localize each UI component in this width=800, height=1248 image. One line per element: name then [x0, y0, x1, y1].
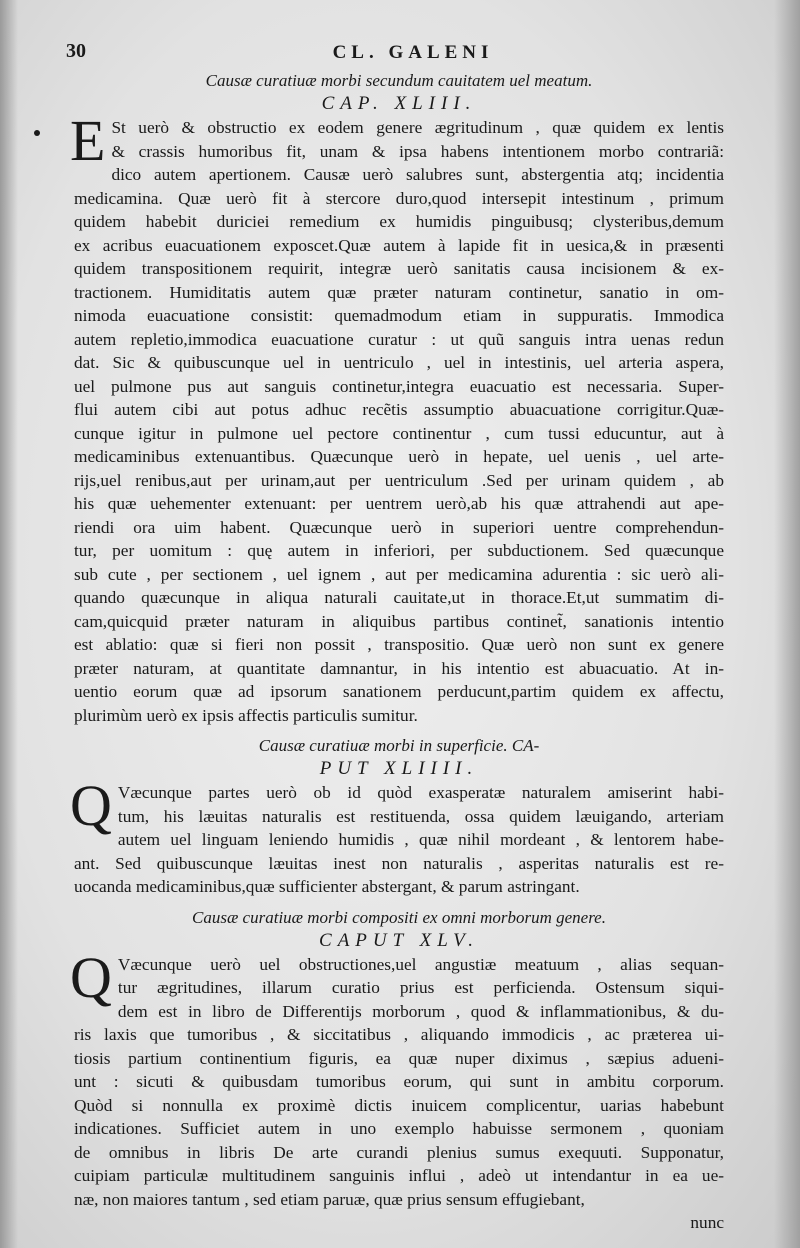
chapter-heading: PUT XLIIII. — [319, 758, 479, 779]
text-line: Væcunque partes uerò ob id quòd exasperatæ naturalem amiserint habi- — [117, 783, 724, 802]
text-line: tractionem. Humiditatis autem quæ præter naturam continetur, sanatio in om- — [74, 282, 724, 302]
running-head: CL. GALENI — [332, 42, 494, 63]
paragraph — [70, 108, 724, 727]
margin-bullet — [34, 130, 40, 136]
page-header — [66, 40, 760, 68]
text-line: medicamina. Quæ uerò fit à stercore duro,quod intersepit intestinum , primum — [74, 188, 724, 208]
text-line: cam,quicquid præter naturam in aliquibus partibus continet̃, sanationis intentio — [74, 611, 724, 631]
text-line: autem repletio,immodica euacuatione curatur : ut quũ sanguis intra uenas redun — [74, 329, 724, 349]
text-block — [70, 70, 724, 1234]
paragraph — [70, 773, 724, 899]
text-line: ris laxis que tumoribus , & siccitatibus , aliquando immodicis , ac præterea ui- — [74, 1025, 724, 1044]
text-line: autem uel linguam leniendo humidis , quæ nihil mordeant , & lentorem habe- — [117, 830, 724, 849]
text-line: Væcunque uerò uel obstructiones,uel angustiæ meatuum , alias sequan- — [117, 954, 724, 974]
text-line: his quæ uehementer extenuant: per uentrem uerò,ab his quæ attrahendi aut ape- — [74, 494, 724, 513]
chapter-heading: CAPUT XLV. — [319, 929, 479, 951]
paragraph — [70, 944, 724, 1212]
text-line: ex acribus euacuationem exposcet.Quæ autem à lapide fit in uesica,& in præsenti — [74, 235, 724, 255]
text-line: cuipiam particulæ multitudinem sanguinis influi , adeò ut intendantur in ea ue- — [74, 1166, 724, 1185]
text-line: quidem habebit duriciei remedium ex humidis pinguibusq; clysteribus,demum — [74, 212, 724, 231]
edge-shadow — [774, 0, 800, 1248]
section-subtitle: Causæ curatiuæ morbi secundum cauitatem uel meatum. — [205, 71, 593, 90]
text-line: & crassis humoribus fit, unam & ipsa habens intentionem morbo contrariã: — [111, 141, 724, 161]
text-line: ant. Sed quibuscunque læuitas inest non naturalis , asperitas naturalis est re- — [74, 853, 724, 873]
drop-capital: Q — [70, 773, 112, 838]
text-line: est ablatio: quæ si fieri non possit , transpositio. Quæ uerò non sunt ex genere — [74, 635, 724, 654]
section-subtitle: Causæ curatiuæ morbi compositi ex omni morborum genere. — [192, 907, 606, 927]
text-line: tur, per uomitum : quę autem in inferiori, per subductionem. Sed quæcunque — [74, 541, 724, 560]
text-line: præter naturam, at quantitate damnantur, in his intentio est abuacuatio. At in- — [74, 658, 724, 678]
text-line: nimoda euacuatione consistit: quemadmodum etiam in suppuratis. Immodica — [74, 306, 724, 325]
text-line: dem est in libro de Differentijs morborum , quod & inflammationibus, & du- — [117, 1001, 724, 1021]
section-subtitle: Causæ curatiuæ morbi in superficie. CA- — [258, 736, 540, 755]
page-number: 30 — [66, 40, 86, 62]
text-line: de omnibus in libris De arte curandi plenius sumus exequuti. Supponatur, — [74, 1142, 724, 1162]
text-line: medicaminibus extenuantibus. Quæcunque uerò in hepate, uel uenis , uel arte- — [74, 447, 724, 466]
text-line: plurimùm uerò ex ipsis affectis particulis sumitur. — [74, 705, 418, 725]
text-line: Quòd si nonnulla ex proximè dictis inuicem complicentur, uarias habebunt — [74, 1095, 724, 1115]
drop-capital: E — [70, 108, 106, 173]
gutter-shadow — [0, 0, 18, 1248]
text-line: dat. Sic & quibuscunque uel in uentriculo , uel in intestinis, uel arteria aspera, — [74, 353, 724, 372]
text-line: riendi ora uim habent. Quæcunque uerò in superiori uentre comprehendun- — [74, 517, 724, 537]
text-line: tur ægritudines, illarum curatio prius est perficienda. Ostensum siqui- — [117, 978, 724, 997]
text-line: flui autem cibi aut potus adhuc recẽtis assumptio abuacuatione corrigitur.Quæ- — [74, 400, 724, 419]
drop-capital: Q — [70, 944, 112, 1010]
text-line: næ, non maiores tantum , sed etiam paruæ, quæ prius sensum effugiebant, — [74, 1189, 585, 1209]
text-line: tiosis partium continentium figuris, ea quæ nuper diximus , sæpius adueni- — [74, 1048, 724, 1068]
text-line: indicationes. Sufficiet autem in uno exemplo habuisse sermonem , quoniam — [74, 1119, 724, 1138]
catchword: nunc — [690, 1213, 724, 1232]
text-line: rijs,uel renibus,aut per urinam,aut per uentriculum .Sed per urinam quidem , ab — [74, 470, 724, 490]
chapter-heading: CAP. XLIII. — [321, 93, 477, 114]
text-line: uel pulmone pus aut sanguis continetur,integra euacuatio est necessaria. Super- — [74, 376, 724, 396]
text-line: quidem transpositionem requirit, integræ uerò sanitatis causa incisionem & ex- — [74, 259, 724, 278]
text-line: uocanda medicaminibus,quæ sufficienter abstergant, & parum astringant. — [74, 877, 580, 896]
text-line: dico autem apertionem. Causæ uerò salubres sunt, abstergentia atq; incidentia — [111, 165, 724, 184]
text-line: sub cute , per sectionem , uel ignem , aut per medicamina adurentia : sic uerò ali- — [74, 564, 724, 584]
text-line: cunque igitur in pulmone uel pectore continentur , cum tussi educuntur, aut à — [74, 423, 724, 443]
text-line: uentio eorum quæ ad ipsorum sanationem perducunt,partim quidem ex affectu, — [74, 682, 724, 701]
text-line: quando quæcunque in aliqua naturali cauitate,ut in thorace.Et,ut summatim di- — [74, 588, 724, 607]
text-line: unt : sicuti & quibusdam tumoribus eorum, qui sunt in ambitu corporum. — [74, 1072, 724, 1091]
text-line: St uerò & obstructio ex eodem genere ægritudinum , quæ quidem ex lentis — [111, 118, 724, 137]
text-line: tum, his læuitas naturalis est restituenda, ossa quidem læuigando, arteriam — [117, 806, 724, 826]
